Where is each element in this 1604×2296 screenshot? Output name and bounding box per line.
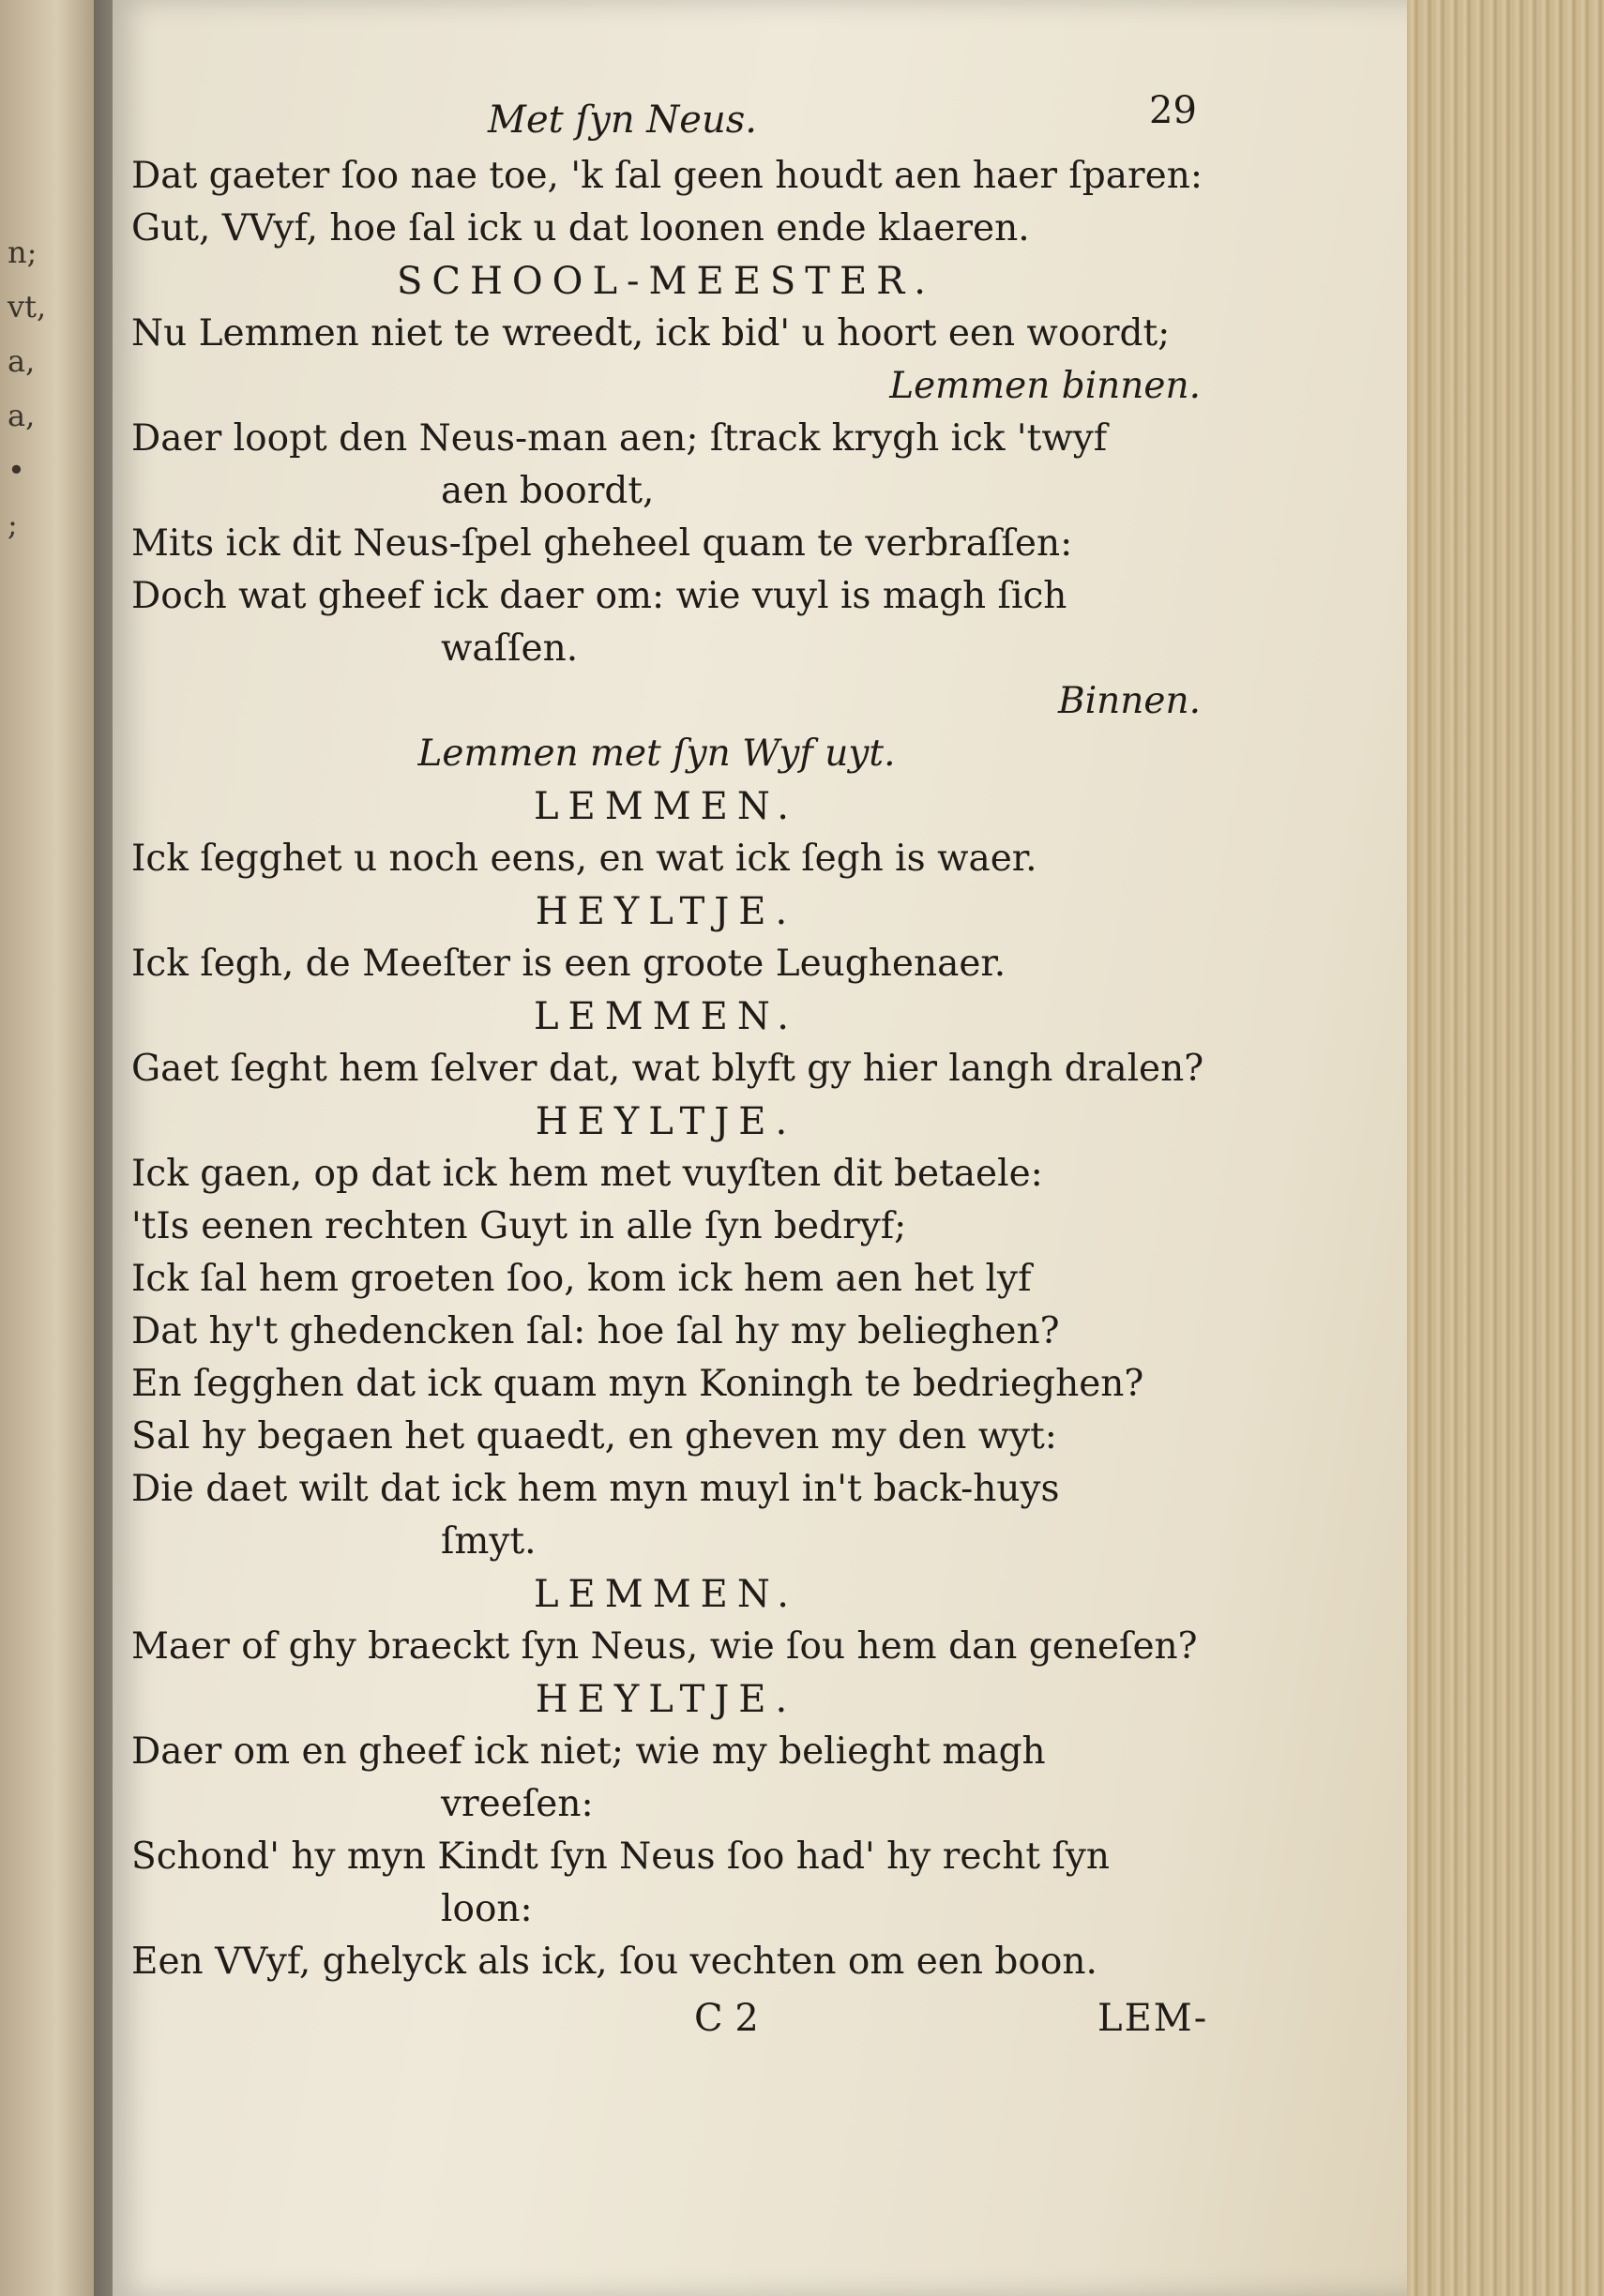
- verse-line: Doch wat gheef ick daer om: wie vuyl is magh ſich: [131, 575, 1067, 617]
- running-title: Met ſyn Neus.: [488, 98, 757, 142]
- speaker-heading: HEYLTJE.: [535, 1100, 797, 1143]
- left-fragment: n;: [8, 234, 38, 270]
- verse-line: Daer loopt den Neus-man aen; ſtrack krygh ick 'twyf: [131, 417, 1108, 460]
- page-stack-edge: [1407, 0, 1604, 2296]
- left-fragment: ;: [8, 506, 18, 542]
- left-fragment: a,: [8, 398, 36, 433]
- signature-mark: C 2: [694, 1997, 759, 2040]
- verse-continuation: ſmyt.: [441, 1520, 537, 1563]
- verse-continuation: aen boordt,: [441, 470, 655, 512]
- verse-continuation: waſſen.: [441, 627, 579, 670]
- verse-line: Ick ſegghet u noch eens, en wat ick ſegh is waer.: [131, 838, 1037, 880]
- verse-line: 'tIs eenen rechten Guyt in alle ſyn bedryf;: [131, 1205, 907, 1247]
- left-margin-fragments: [8, 225, 83, 551]
- left-fragment: a,: [8, 343, 36, 379]
- page-footer: [131, 1992, 1238, 2058]
- left-fragment: •: [8, 452, 25, 488]
- verse-continuation: loon:: [441, 1888, 533, 1930]
- verse-line: En ſegghen dat ick quam myn Koningh te bedrieghen?: [131, 1363, 1144, 1405]
- verse-line: Ick ſal hem groeten ſoo, kom ick hem aen het lyf: [131, 1258, 1032, 1300]
- verse-line: Ick gaen, op dat ick hem met vuyſten dit betaele:: [131, 1153, 1043, 1195]
- running-head: [131, 84, 1238, 150]
- left-fragment: vt,: [8, 289, 47, 325]
- verse-line: Dat gaeter ſoo nae toe, 'k ſal geen houdt aen haer ſparen:: [131, 155, 1203, 197]
- speaker-heading: LEMMEN.: [533, 785, 799, 828]
- stage-direction: Binnen.: [1058, 680, 1201, 722]
- speaker-heading: SCHOOL-MEESTER.: [396, 260, 936, 303]
- verse-line: Een VVyf, ghelyck als ick, ſou vechten om een boon.: [131, 1941, 1097, 1983]
- speaker-heading: LEMMEN.: [533, 995, 799, 1038]
- page-number: 29: [1149, 89, 1197, 132]
- verse-line: Ick ſegh, de Meeſter is een groote Leughenaer.: [131, 943, 1006, 985]
- verse-line: Nu Lemmen niet te wreedt, ick bid' u hoort een woordt;: [131, 312, 1171, 355]
- stage-direction: Lemmen met ſyn Wyf uyt.: [417, 733, 896, 775]
- page-text: [131, 84, 1238, 2058]
- verse-line: Daer om en gheef ick niet; wie my belieght magh: [131, 1730, 1046, 1773]
- verse-line: Sal hy begaen het quaedt, en gheven my den wyt:: [131, 1415, 1057, 1458]
- verse-line: Die daet wilt dat ick hem myn muyl in't back-huys: [131, 1468, 1060, 1510]
- verse-line: Gut, VVyf, hoe ſal ick u dat loonen ende klaeren.: [131, 207, 1030, 249]
- verse-line: Maer of ghy braeckt ſyn Neus, wie ſou hem dan geneſen?: [131, 1625, 1198, 1668]
- speaker-heading: HEYLTJE.: [535, 1678, 797, 1721]
- verse-line: Dat hy't ghedencken ſal: hoe ſal hy my belieghen?: [131, 1310, 1060, 1352]
- facing-page-edge: [0, 0, 103, 2296]
- verse-line: Gaet ſeght hem ſelver dat, wat blyft gy hier langh dralen?: [131, 1048, 1204, 1090]
- verse-continuation: vreeſen:: [441, 1783, 594, 1825]
- speaker-heading: HEYLTJE.: [535, 890, 797, 933]
- verse-line: Schond' hy myn Kindt ſyn Neus ſoo had' hy recht ſyn: [131, 1835, 1111, 1878]
- verse-line: Mits ick dit Neus-ſpel gheheel quam te verbraſſen:: [131, 522, 1073, 565]
- stage-direction: Lemmen binnen.: [889, 365, 1201, 407]
- text-lines: [131, 150, 1238, 1988]
- speaker-heading: LEMMEN.: [533, 1573, 799, 1616]
- catchword: LEM-: [1097, 1997, 1209, 2040]
